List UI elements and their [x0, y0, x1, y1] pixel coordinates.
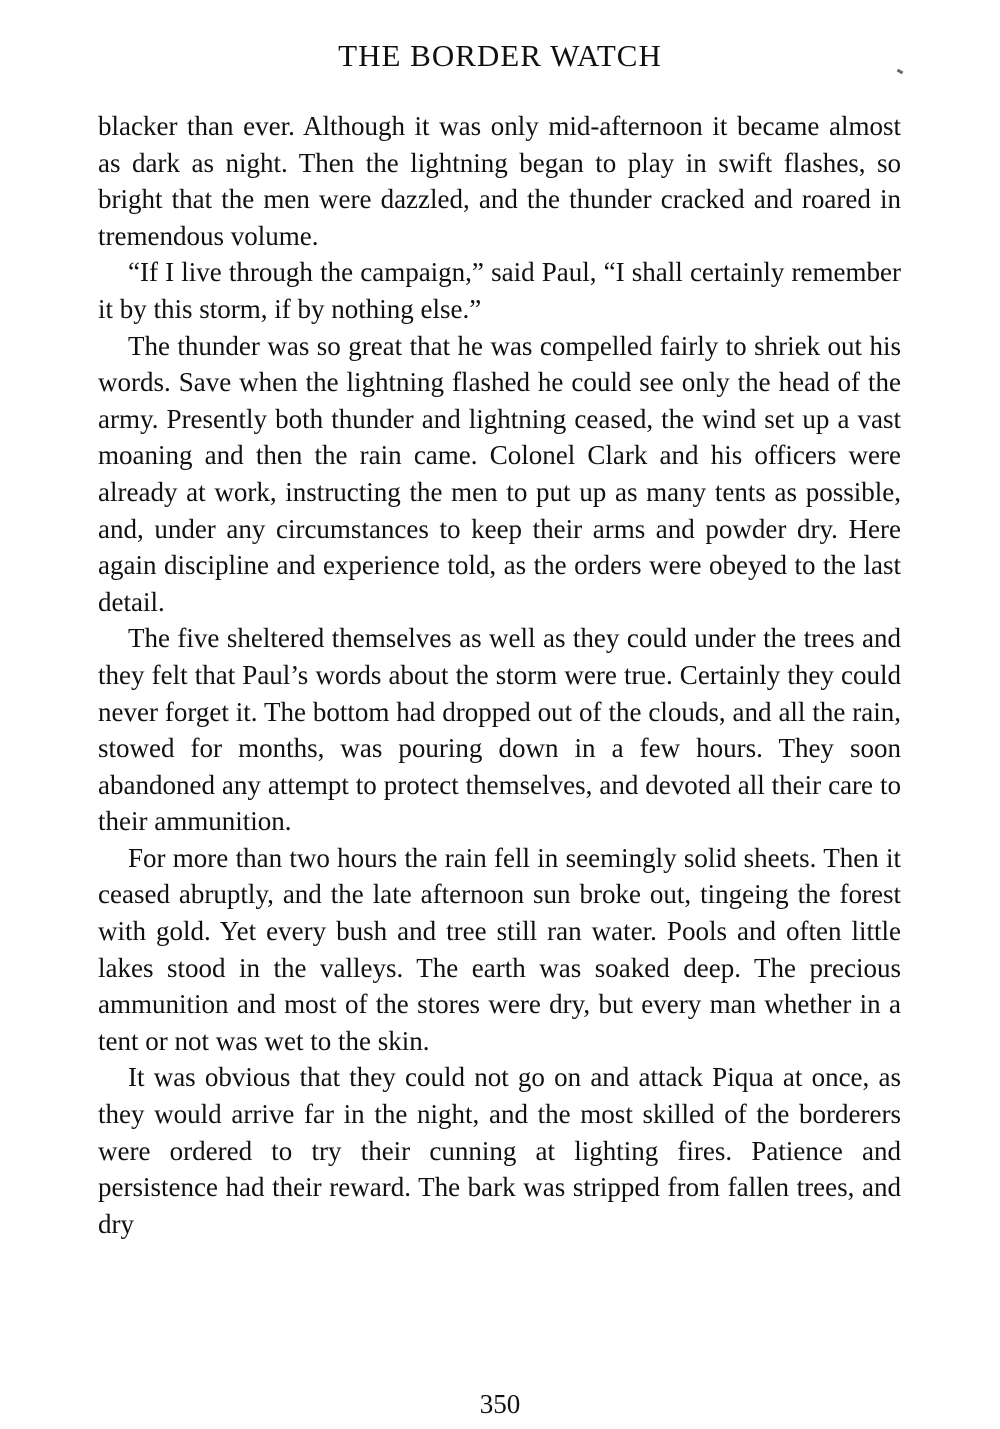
paragraph-thunder: The thunder was so great that he was compelled fairly to shriek out his words. Save when the lightning flashed he could see only the head of the army. Presently both thunder and lightning ceased, the wind set up a vast moaning and then the rain came. Colonel Clark and his officers were already at work, instructing the men to put up as many tents as possible, and, under any circumstances to keep their arms and powder dry. Here again discipline and experience told, as the orders were obeyed to the last detail.	[98, 330, 901, 617]
paragraph-paul-quote: “If I live through the campaign,” said Paul, “I shall certainly remember it by this storm, if by nothing else.”	[98, 257, 901, 324]
running-head: THE BORDER WATCH	[338, 38, 662, 73]
paragraph-continued: blacker than ever. Although it was only mid-afternoon it became almost as dark as night. Then the lightning began to play in swift flashes, so bright that the men were dazzled, and the thunder cracked and roared in tremendous volume.	[98, 111, 901, 251]
paragraph-rain-ceased: For more than two hours the rain fell in seemingly solid sheets. Then it ceased abruptly, and the late afternoon sun broke out, tingeing the forest with gold. Yet every bush and tree still ran water. Pools and often little lakes stood in the valleys. The earth was soaked deep. The precious ammunition and most of the stores were dry, but every man whether in a tent or not was wet to the skin.	[98, 842, 901, 1056]
page-number: 350	[479, 1389, 521, 1419]
paragraph-attack-piqua: It was obvious that they could not go on and attack Piqua at once, as they would arrive far in the night, and the most skilled of the borderers were ordered to try their cunning at lighting fires. Patience and persistence had their reward. The bark was stripped from fallen trees, and dry	[98, 1062, 901, 1239]
paragraph-five-sheltered: The five sheltered themselves as well as they could under the trees and they felt that Paul’s words about the storm were true. Certainly they could never forget it. The bottom had dropped out of the clouds, and all the rain, stowed for months, was pouring down in a few hours. They soon abandoned any attempt to protect themselves, and devoted all their care to their ammunition.	[98, 623, 901, 837]
body-text	[98, 108, 901, 1242]
